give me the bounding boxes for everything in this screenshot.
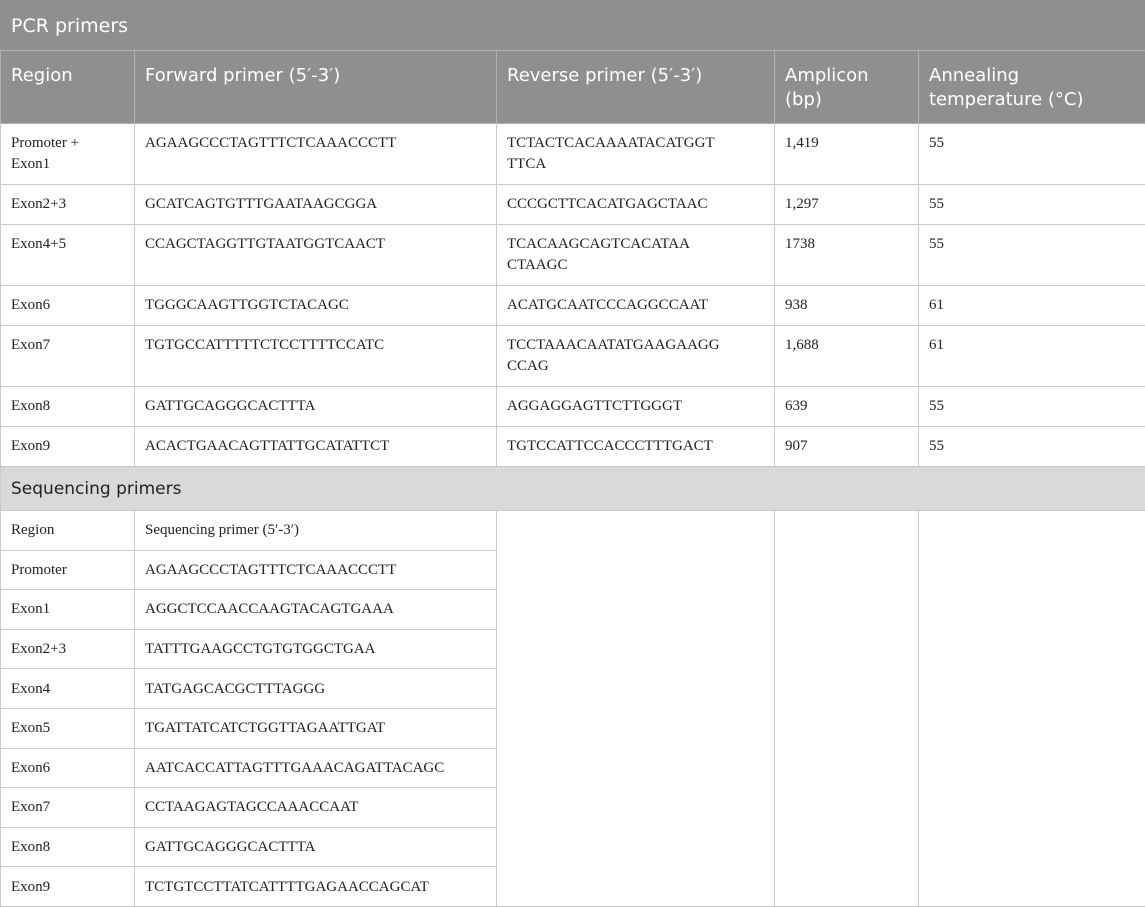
reverse-primer-cell: ACATGCAATCCCAGGCCAAT (497, 286, 775, 326)
reverse-primer-cell: CCCGCTTCACATGAGCTAAC (497, 185, 775, 225)
header-region: Region (1, 51, 135, 124)
amplicon-cell: 1,297 (775, 185, 919, 225)
sequencing-section-row (1, 467, 1145, 511)
forward-primer-cell: AGAAGCCCTAGTTTCTCAAACCCTT (135, 124, 497, 185)
amplicon-cell: 1,688 (775, 326, 919, 387)
empty-cell (919, 511, 1145, 907)
annealing-cell: 61 (919, 326, 1145, 387)
region-cell: Exon6 (1, 286, 135, 326)
reverse-line2: CCAG (507, 358, 549, 374)
seq-primer-cell: AGAAGCCCTAGTTTCTCAAACCCTT (135, 550, 497, 590)
table-row (1, 185, 1145, 225)
reverse-line1: TCCTAAACAATATGAAGAAGG (507, 337, 720, 353)
seq-region-cell: Exon8 (1, 827, 135, 867)
seq-primer-cell: TGATTATCATCTGGTTAGAATTGAT (135, 708, 497, 748)
reverse-line1: TCACAAGCAGTCACATAA (507, 236, 690, 252)
annealing-cell: 61 (919, 286, 1145, 326)
header-amplicon-line1: Amplicon (785, 65, 869, 86)
amplicon-cell: 1738 (775, 225, 919, 286)
forward-primer-cell: CCAGCTAGGTTGTAATGGTCAACT (135, 225, 497, 286)
amplicon-cell: 907 (775, 427, 919, 467)
reverse-primer-cell (497, 124, 775, 185)
table-row (1, 124, 1145, 185)
pcr-section-row (1, 1, 1145, 51)
header-row (1, 51, 1145, 124)
pcr-section-title: PCR primers (1, 1, 1145, 51)
seq-header-primer: Sequencing primer (5′-3′) (135, 511, 497, 551)
reverse-primer-cell: TGTCCATTCCACCCTTTGACT (497, 427, 775, 467)
seq-primer-cell: CCTAAGAGTAGCCAAACCAAT (135, 788, 497, 828)
annealing-cell: 55 (919, 387, 1145, 427)
seq-header-region: Region (1, 511, 135, 551)
reverse-line2: TTCA (507, 156, 546, 172)
seq-primer-cell: TATTTGAAGCCTGTGTGGCTGAA (135, 629, 497, 669)
seq-region-cell: Exon6 (1, 748, 135, 788)
region-cell (1, 124, 135, 185)
header-annealing-line2: temperature (°C) (929, 89, 1083, 110)
empty-cell (775, 511, 919, 907)
annealing-cell: 55 (919, 124, 1145, 185)
table-row (1, 326, 1145, 387)
reverse-line1: TCTACTCACAAAATACATGGT (507, 135, 715, 151)
annealing-cell: 55 (919, 225, 1145, 286)
seq-primer-cell: AATCACCATTAGTTTGAAACAGATTACAGC (135, 748, 497, 788)
amplicon-cell: 639 (775, 387, 919, 427)
reverse-primer-cell (497, 326, 775, 387)
forward-primer-cell: GATTGCAGGGCACTTTA (135, 387, 497, 427)
seq-region-cell: Promoter (1, 550, 135, 590)
amplicon-cell: 938 (775, 286, 919, 326)
region-cell: Exon4+5 (1, 225, 135, 286)
seq-region-cell: Exon4 (1, 669, 135, 709)
seq-primer-cell: TCTGTCCTTATCATTTTGAGAACCAGCAT (135, 867, 497, 907)
seq-region-cell: Exon9 (1, 867, 135, 907)
header-amplicon (775, 51, 919, 124)
reverse-primer-cell (497, 225, 775, 286)
table-row (1, 427, 1145, 467)
table-row (1, 225, 1145, 286)
forward-primer-cell: GCATCAGTGTTTGAATAAGCGGA (135, 185, 497, 225)
table-row (1, 387, 1145, 427)
forward-primer-cell: TGTGCCATTTTTCTCCTTTTCCATC (135, 326, 497, 387)
region-cell: Exon9 (1, 427, 135, 467)
region-line2: Exon1 (11, 156, 50, 172)
seq-primer-cell: GATTGCAGGGCACTTTA (135, 827, 497, 867)
table-row (1, 286, 1145, 326)
header-reverse-primer: Reverse primer (5′-3′) (497, 51, 775, 124)
header-forward-primer: Forward primer (5′-3′) (135, 51, 497, 124)
forward-primer-cell: TGGGCAAGTTGGTCTACAGC (135, 286, 497, 326)
region-cell: Exon7 (1, 326, 135, 387)
region-line1: Promoter + (11, 135, 79, 151)
seq-region-cell: Exon5 (1, 708, 135, 748)
sequencing-section-title: Sequencing primers (1, 467, 1145, 511)
amplicon-cell: 1,419 (775, 124, 919, 185)
seq-region-cell: Exon2+3 (1, 629, 135, 669)
reverse-primer-cell: AGGAGGAGTTCTTGGGT (497, 387, 775, 427)
region-cell: Exon8 (1, 387, 135, 427)
annealing-cell: 55 (919, 427, 1145, 467)
seq-region-cell: Exon1 (1, 590, 135, 630)
region-cell: Exon2+3 (1, 185, 135, 225)
seq-region-cell: Exon7 (1, 788, 135, 828)
forward-primer-cell: ACACTGAACAGTTATTGCATATTCT (135, 427, 497, 467)
header-annealing (919, 51, 1145, 124)
annealing-cell: 55 (919, 185, 1145, 225)
header-amplicon-line2: (bp) (785, 89, 822, 110)
sequencing-header-row (1, 511, 1145, 551)
reverse-line2: CTAAGC (507, 257, 567, 273)
seq-primer-cell: AGGCTCCAACCAAGTACAGTGAAA (135, 590, 497, 630)
seq-primer-cell: TATGAGCACGCTTTAGGG (135, 669, 497, 709)
header-annealing-line1: Annealing (929, 65, 1019, 86)
empty-cell (497, 511, 775, 907)
